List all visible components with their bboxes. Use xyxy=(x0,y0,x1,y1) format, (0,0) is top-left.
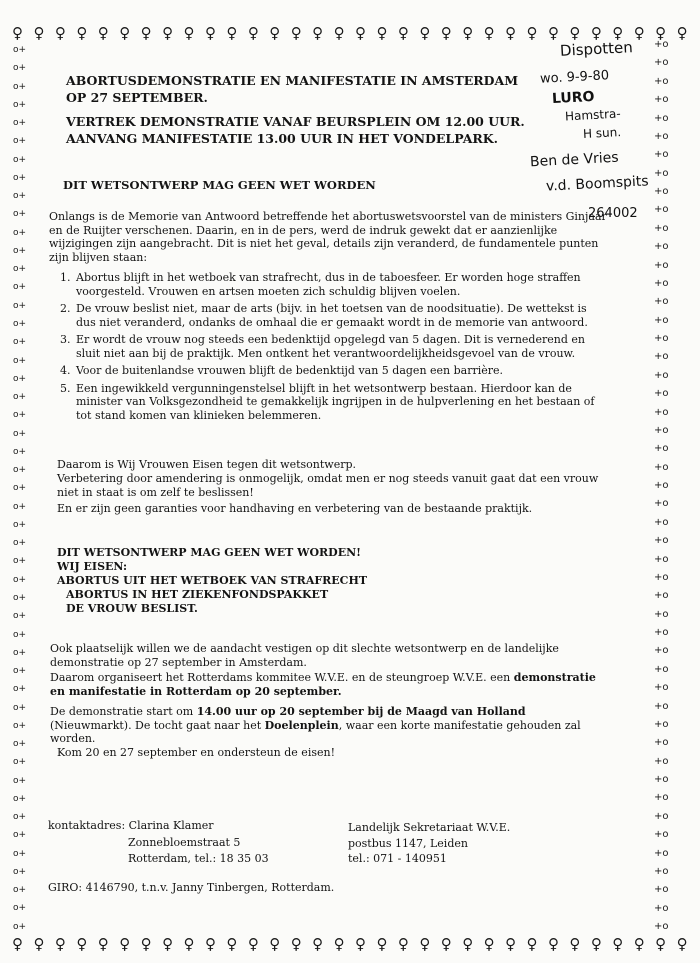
border-symbol: o+ xyxy=(13,885,27,896)
handwritten-note-2: wo. 9-9-80 xyxy=(539,68,610,87)
border-symbol: +o xyxy=(654,921,669,932)
header-line-3: VERTREK DEMONSTRATIE VANAF BEURSPLEIN OM 12.00 UUR. xyxy=(66,114,525,129)
border-symbol: o+ xyxy=(13,63,27,74)
border-symbol: +o xyxy=(654,57,669,69)
border-symbol: ♀ xyxy=(97,935,109,953)
border-symbol: ♀ xyxy=(355,24,366,42)
border-symbol: o+ xyxy=(13,337,27,348)
border-symbol: o+ xyxy=(13,921,27,932)
local-paragraph-3: De demonstratie start om 14.00 uur op 20 september bij de Maagd van Holland (Nieuwmarkt). De tocht gaat naar het Doelenplein, waar een korte manifestatie gehouden zal worden. xyxy=(50,705,581,745)
demand-item: DE VROUW BESLIST. xyxy=(66,602,198,615)
border-symbol: o+ xyxy=(13,172,27,183)
border-symbol: +o xyxy=(654,663,669,675)
demand-item: ABORTUS IN HET ZIEKENFONDSPAKKET xyxy=(66,588,329,601)
border-symbol: +o xyxy=(654,865,669,877)
border-symbol: o+ xyxy=(13,866,27,877)
border-symbol: +o xyxy=(654,902,669,914)
border-symbol: ♀ xyxy=(483,24,495,42)
border-symbol: ♀ xyxy=(269,24,281,42)
border-symbol: o+ xyxy=(13,392,27,403)
border-symbol: ♀ xyxy=(140,935,152,953)
handwritten-note-3: LURO xyxy=(551,88,595,108)
border-symbol: ♀ xyxy=(655,935,667,953)
demand-item: ABORTUS UIT HET WETBOEK VAN STRAFRECHT xyxy=(57,574,368,587)
border-symbol: +o xyxy=(654,277,669,289)
border-symbol: +o xyxy=(654,553,669,565)
border-symbol: o+ xyxy=(13,446,27,457)
list-item: 5. Een ingewikkeld vergunningenstelsel blijft in het wetsontwerp bestaan. Hierdoor kan de minister van Volksgezondheid te gemakkelijk ingrijpen in de hulpverlening en het bestaan of tot stand komen van klinieken belemmeren. xyxy=(60,381,595,422)
border-symbol: ♀ xyxy=(376,24,388,42)
border-symbol: ♀ xyxy=(12,24,23,42)
border-symbol: +o xyxy=(654,498,669,510)
border-symbol: ♀ xyxy=(204,24,216,42)
left-symbol-border xyxy=(13,46,26,932)
border-symbol: o+ xyxy=(13,830,27,841)
border-symbol: ♀ xyxy=(333,935,345,953)
border-symbol: +o xyxy=(654,406,669,418)
border-symbol: ♀ xyxy=(226,24,238,42)
border-symbol: +o xyxy=(654,516,669,528)
border-symbol: +o xyxy=(654,718,669,730)
border-symbol: ♀ xyxy=(162,935,174,953)
border-symbol: +o xyxy=(654,333,669,344)
border-symbol: ♀ xyxy=(419,935,431,953)
border-symbol: o+ xyxy=(13,592,27,603)
border-symbol: +o xyxy=(654,186,669,197)
border-symbol: ♀ xyxy=(119,24,131,42)
list-item: 4. Voor de buitenlandse vrouwen blijft de bedenktijd van 5 dagen een barrière. xyxy=(60,364,504,377)
border-symbol: +o xyxy=(654,259,669,271)
border-symbol: ♀ xyxy=(312,935,324,953)
border-symbol: o+ xyxy=(13,264,27,275)
border-symbol: ♀ xyxy=(505,24,517,42)
border-symbol: ♀ xyxy=(483,935,495,953)
border-symbol: o+ xyxy=(13,538,27,549)
local-paragraph-2: Daarom organiseert het Rotterdams kommitee W.V.E. en de steungroep W.V.E. een demonstratie en manifestatie in Rotterdam op 20 september. xyxy=(50,671,596,698)
border-symbol: o+ xyxy=(13,355,27,366)
call-to-action: Kom 20 en 27 september en ondersteun de eisen! xyxy=(57,746,335,759)
border-symbol: +o xyxy=(654,571,669,583)
border-symbol: +o xyxy=(654,130,669,142)
border-symbol: ♀ xyxy=(119,935,131,953)
border-symbol: +o xyxy=(654,351,669,363)
border-symbol: +o xyxy=(654,608,669,620)
border-symbol: ♀ xyxy=(162,24,174,42)
header-line-1: ABORTUSDEMONSTRATIE EN MANIFESTATIE IN AMSTERDAM xyxy=(66,73,519,88)
border-symbol: ♀ xyxy=(676,24,688,42)
border-symbol: ♀ xyxy=(333,24,345,42)
border-symbol: ♀ xyxy=(54,935,66,953)
border-symbol: +o xyxy=(654,682,669,694)
border-symbol: +o xyxy=(654,296,669,308)
border-symbol: o+ xyxy=(13,757,27,768)
border-symbol: o+ xyxy=(13,739,27,750)
border-symbol: +o xyxy=(654,645,669,657)
border-symbol: +o xyxy=(654,535,669,547)
border-symbol: +o xyxy=(654,94,669,106)
national-phone: tel.: 071 - 140951 xyxy=(348,852,447,865)
border-symbol: ♀ xyxy=(97,24,109,42)
border-symbol: +o xyxy=(654,424,669,436)
border-symbol: o+ xyxy=(13,574,27,585)
border-symbol: +o xyxy=(654,590,669,602)
border-symbol: o+ xyxy=(13,300,27,311)
border-symbol: o+ xyxy=(13,501,27,512)
conclusion-line-2: Verbetering door amendering is onmogelijk, omdat men er nog steeds vanuit gaat dat een vrouw niet in staat is om zelf te beslissen! xyxy=(57,472,599,499)
border-symbol: +o xyxy=(654,847,669,859)
border-symbol: o+ xyxy=(13,848,27,859)
national-postbox: postbus 1147, Leiden xyxy=(348,837,468,850)
border-symbol: o+ xyxy=(13,629,27,640)
border-symbol: +o xyxy=(654,884,669,896)
conclusion-line-3: En er zijn geen garanties voor handhaving en verbetering van de bestaande praktijk. xyxy=(57,502,533,515)
border-symbol: ♀ xyxy=(76,24,88,42)
border-symbol: ♀ xyxy=(397,935,409,953)
border-symbol: o+ xyxy=(13,611,27,622)
border-symbol: o+ xyxy=(13,81,27,92)
border-symbol: o+ xyxy=(13,556,27,567)
border-symbol: +o xyxy=(654,627,669,638)
border-symbol: ♀ xyxy=(33,24,45,42)
border-symbol: +o xyxy=(654,222,669,234)
contact-city: Rotterdam, tel.: 18 35 03 xyxy=(128,852,269,865)
border-symbol: ♀ xyxy=(183,24,195,42)
border-symbol: +o xyxy=(654,755,669,767)
border-symbol: ♀ xyxy=(440,24,452,42)
handwritten-note-5: H sun. xyxy=(582,125,622,141)
conclusion-line-1: Daarom is Wij Vrouwen Eisen tegen dit wetsontwerp. xyxy=(57,458,357,471)
border-symbol: ♀ xyxy=(676,935,688,953)
list-item: 2. De vrouw beslist niet, maar de arts (bijv. in het toetsen van de noodsituatie). De wettekst is dus niet veranderd, ondanks de omhaal die er gemaakt wordt in de memorie van antwoord. xyxy=(60,302,588,329)
border-symbol: o+ xyxy=(13,647,27,658)
border-symbol: o+ xyxy=(13,666,27,677)
demands-intro: WIJ EISEN: xyxy=(57,560,128,573)
border-symbol: ♀ xyxy=(462,935,474,953)
border-symbol: ♀ xyxy=(397,24,409,42)
border-symbol: ♀ xyxy=(547,935,559,953)
handwritten-note-7: v.d. Boomspits xyxy=(545,173,650,195)
border-symbol: ♀ xyxy=(226,935,238,953)
border-symbol: ♀ xyxy=(505,935,517,953)
border-symbol: +o xyxy=(654,241,669,253)
header-line-4: AANVANG MANIFESTATIE 13.00 UUR IN HET VONDELPARK. xyxy=(66,131,498,146)
border-symbol: +o xyxy=(654,369,669,381)
border-symbol: +o xyxy=(654,167,669,179)
border-symbol: +o xyxy=(654,39,669,50)
border-symbol: ♀ xyxy=(33,935,45,953)
border-symbol: o+ xyxy=(13,318,27,329)
giro-account: GIRO: 4146790, t.n.v. Janny Tinbergen, Rotterdam. xyxy=(48,881,335,894)
border-symbol: ♀ xyxy=(376,935,388,953)
national-secretariat: Landelijk Sekretariaat W.V.E. xyxy=(348,821,511,834)
border-symbol: ♀ xyxy=(54,24,66,42)
border-symbol: o+ xyxy=(13,793,27,804)
border-symbol: +o xyxy=(654,314,669,326)
top-symbol-border xyxy=(12,26,688,41)
border-symbol: ♀ xyxy=(569,24,581,42)
border-symbol: o+ xyxy=(13,428,27,439)
border-symbol: +o xyxy=(654,700,669,712)
contact-street: Zonnebloemstraat 5 xyxy=(128,836,241,849)
border-symbol: ♀ xyxy=(590,24,602,42)
border-symbol: ♀ xyxy=(590,935,602,953)
border-symbol: o+ xyxy=(13,373,27,384)
demands-title: DIT WETSONTWERP MAG GEEN WET WORDEN! xyxy=(57,546,361,559)
border-symbol: o+ xyxy=(13,483,27,494)
border-symbol: ♀ xyxy=(440,935,452,953)
border-symbol: +o xyxy=(654,388,669,400)
border-symbol: o+ xyxy=(13,118,27,129)
border-symbol: ♀ xyxy=(312,24,324,42)
border-symbol: ♀ xyxy=(12,935,23,953)
border-symbol: ♀ xyxy=(269,935,281,953)
border-symbol: ♀ xyxy=(204,935,216,953)
border-symbol: ♀ xyxy=(655,24,667,42)
border-symbol: +o xyxy=(654,443,669,455)
border-symbol: ♀ xyxy=(183,935,195,953)
border-symbol: o+ xyxy=(13,136,27,147)
border-symbol: o+ xyxy=(13,227,27,238)
border-symbol: +o xyxy=(654,149,669,161)
border-symbol: o+ xyxy=(13,191,27,202)
list-item: 3. Er wordt de vrouw nog steeds een bedenktijd opgelegd van 5 dagen. Dit is vernederend en sluit niet aan bij de praktijk. Men ontkent het verantwoordelijkheidsgevoel van de vrouw. xyxy=(60,333,585,360)
bottom-symbol-border xyxy=(12,937,688,952)
border-symbol: o+ xyxy=(13,519,27,530)
border-symbol: o+ xyxy=(13,282,27,293)
border-symbol: ♀ xyxy=(419,24,431,42)
border-symbol: o+ xyxy=(13,209,27,220)
section-title: DIT WETSONTWERP MAG GEEN WET WORDEN xyxy=(63,178,376,192)
border-symbol: ♀ xyxy=(247,24,259,42)
border-symbol: ♀ xyxy=(547,24,559,42)
border-symbol: ♀ xyxy=(140,24,152,42)
border-symbol: o+ xyxy=(13,45,27,55)
border-symbol: ♀ xyxy=(526,24,538,42)
contact-name: kontaktadres: Clarina Klamer xyxy=(48,819,214,832)
border-symbol: o+ xyxy=(13,720,27,731)
border-symbol: o+ xyxy=(13,410,27,421)
border-symbol: o+ xyxy=(13,99,27,110)
border-symbol: o+ xyxy=(13,465,27,476)
border-symbol: ♀ xyxy=(247,935,259,953)
border-symbol: ♀ xyxy=(633,24,645,42)
border-symbol: o+ xyxy=(13,245,27,256)
border-symbol: ♀ xyxy=(290,24,302,42)
border-symbol: o+ xyxy=(13,154,27,165)
list-item: 1. Abortus blijft in het wetboek van strafrecht, dus in de taboesfeer. Er worden hoge straffen voorgesteld. Vrouwen en artsen moeten zich schuldig blijven voelen. xyxy=(60,271,581,298)
border-symbol: o+ xyxy=(13,812,27,823)
border-symbol: +o xyxy=(654,810,669,822)
border-symbol: ♀ xyxy=(569,935,581,953)
border-symbol: o+ xyxy=(13,702,27,713)
border-symbol: ♀ xyxy=(290,935,302,953)
border-symbol: +o xyxy=(654,480,669,491)
border-symbol: +o xyxy=(654,737,669,749)
border-symbol: ♀ xyxy=(76,935,88,953)
border-symbol: ♀ xyxy=(612,935,624,953)
border-symbol: +o xyxy=(654,829,669,841)
border-symbol: +o xyxy=(654,75,669,87)
handwritten-archive-number: 264002 xyxy=(588,206,638,221)
local-paragraph-1: Ook plaatselijk willen we de aandacht vestigen op dit slechte wetsontwerp en de landelijke demonstratie op 27 september in Amsterdam. xyxy=(50,642,559,669)
right-symbol-border xyxy=(654,40,669,932)
border-symbol: +o xyxy=(654,204,669,216)
border-symbol: o+ xyxy=(13,903,27,914)
objection-list xyxy=(60,271,600,426)
border-symbol: ♀ xyxy=(612,24,624,42)
intro-paragraph: Onlangs is de Memorie van Antwoord betreffende het abortuswetsvoorstel van de ministers Ginjaar en de Ruijter verschenen. Daarin, en in de pers, werd de indruk gewekt dat er aanzienlijke wijzigingen zijn aangebracht. Dit is niet het geval, details zijn veranderd, de fundamentele punten zijn blijven staan: xyxy=(49,210,607,264)
handwritten-note-4: Hamstra- xyxy=(564,106,621,124)
border-symbol: o+ xyxy=(13,775,27,786)
handwritten-note-1: Dispotten xyxy=(559,38,634,60)
border-symbol: +o xyxy=(654,112,669,124)
handwritten-note-6: Ben de Vries xyxy=(529,149,619,171)
header-line-2: OP 27 SEPTEMBER. xyxy=(66,90,208,105)
border-symbol: +o xyxy=(654,792,669,804)
border-symbol: o+ xyxy=(13,684,27,695)
border-symbol: ♀ xyxy=(526,935,538,953)
border-symbol: +o xyxy=(654,461,669,473)
border-symbol: ♀ xyxy=(462,24,474,42)
border-symbol: +o xyxy=(654,774,669,785)
border-symbol: ♀ xyxy=(633,935,645,953)
border-symbol: ♀ xyxy=(355,935,366,953)
